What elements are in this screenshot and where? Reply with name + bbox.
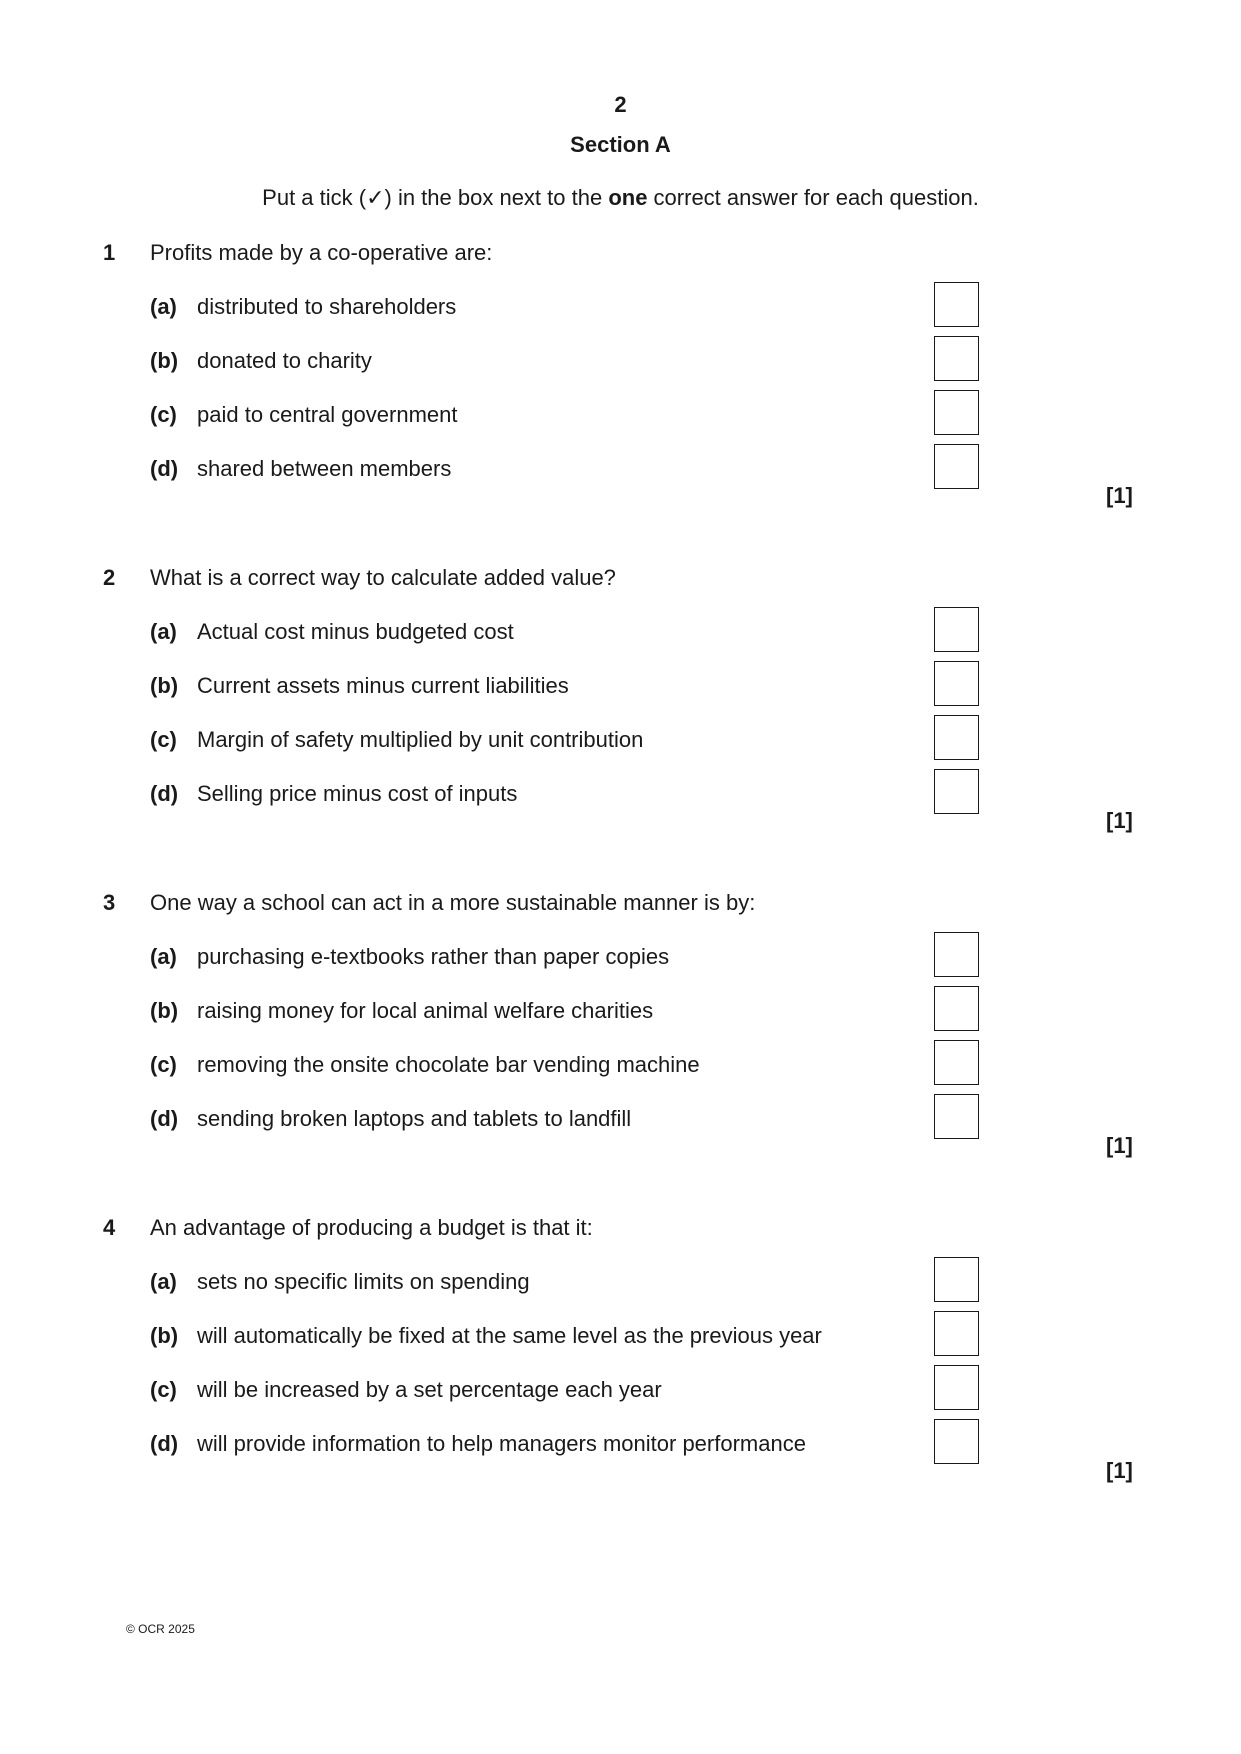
answer-checkbox[interactable] bbox=[934, 1094, 979, 1139]
answer-checkbox[interactable] bbox=[934, 607, 979, 652]
option-letter: (b) bbox=[150, 673, 179, 698]
answer-checkbox[interactable] bbox=[934, 932, 979, 977]
option-letter: (d) bbox=[150, 1106, 179, 1131]
question-stem: One way a school can act in a more sustainable manner is by: bbox=[150, 890, 756, 915]
option-d bbox=[0, 1431, 1241, 1479]
option-letter: (a) bbox=[150, 944, 177, 969]
option-text: purchasing e-textbooks rather than paper copies bbox=[197, 944, 670, 969]
question-number: 3 bbox=[103, 890, 116, 915]
option-a bbox=[0, 619, 1241, 667]
option-b bbox=[0, 673, 1241, 721]
option-text: paid to central government bbox=[197, 402, 458, 427]
marks-label: [1] bbox=[1106, 1458, 1133, 1483]
option-text: will provide information to help managers monitor performance bbox=[197, 1431, 806, 1456]
answer-checkbox[interactable] bbox=[934, 1040, 979, 1085]
option-text: raising money for local animal welfare charities bbox=[197, 998, 654, 1023]
option-letter: (c) bbox=[150, 402, 177, 427]
option-b bbox=[0, 1323, 1241, 1371]
copyright-notice: © OCR 2025 bbox=[126, 1622, 195, 1636]
option-letter: (b) bbox=[150, 348, 179, 373]
marks-label: [1] bbox=[1106, 483, 1133, 508]
option-a bbox=[0, 1269, 1241, 1317]
option-letter: (d) bbox=[150, 781, 179, 806]
answer-checkbox[interactable] bbox=[934, 444, 979, 489]
answer-checkbox[interactable] bbox=[934, 282, 979, 327]
page-number: 2 bbox=[614, 92, 627, 117]
section-title: Section A bbox=[570, 132, 671, 157]
option-text: distributed to shareholders bbox=[197, 294, 457, 319]
answer-checkbox[interactable] bbox=[934, 1257, 979, 1302]
option-letter: (d) bbox=[150, 1431, 179, 1456]
option-letter: (c) bbox=[150, 1052, 177, 1077]
answer-checkbox[interactable] bbox=[934, 769, 979, 814]
option-text: sets no specific limits on spending bbox=[197, 1269, 530, 1294]
option-text: will be increased by a set percentage each year bbox=[197, 1377, 662, 1402]
option-b bbox=[0, 998, 1241, 1046]
option-d bbox=[0, 456, 1241, 504]
option-text: Selling price minus cost of inputs bbox=[197, 781, 518, 806]
question-number: 4 bbox=[103, 1215, 116, 1240]
option-d bbox=[0, 1106, 1241, 1154]
option-c bbox=[0, 402, 1241, 450]
option-a bbox=[0, 294, 1241, 342]
option-letter: (b) bbox=[150, 1323, 179, 1348]
option-text: will automatically be fixed at the same level as the previous year bbox=[197, 1323, 822, 1348]
marks-label: [1] bbox=[1106, 808, 1133, 833]
instruction-emphasis: one bbox=[608, 185, 648, 210]
option-c bbox=[0, 1052, 1241, 1100]
option-text: Current assets minus current liabilities bbox=[197, 673, 569, 698]
question-stem: Profits made by a co-operative are: bbox=[150, 240, 493, 265]
answer-checkbox[interactable] bbox=[934, 336, 979, 381]
instruction-text: Put a tick (✓) in the box next to the bbox=[262, 185, 609, 210]
question-stem: An advantage of producing a budget is that it: bbox=[150, 1215, 593, 1240]
option-text: sending broken laptops and tablets to landfill bbox=[197, 1106, 632, 1131]
question-number: 2 bbox=[103, 565, 116, 590]
option-d bbox=[0, 781, 1241, 829]
option-text: Actual cost minus budgeted cost bbox=[197, 619, 514, 644]
option-letter: (c) bbox=[150, 1377, 177, 1402]
option-a bbox=[0, 944, 1241, 992]
option-text: Margin of safety multiplied by unit contribution bbox=[197, 727, 644, 752]
option-letter: (c) bbox=[150, 727, 177, 752]
option-text: removing the onsite chocolate bar vending machine bbox=[197, 1052, 700, 1077]
answer-checkbox[interactable] bbox=[934, 390, 979, 435]
option-text: shared between members bbox=[197, 456, 452, 481]
option-b bbox=[0, 348, 1241, 396]
answer-checkbox[interactable] bbox=[934, 1311, 979, 1356]
option-letter: (a) bbox=[150, 294, 177, 319]
answer-checkbox[interactable] bbox=[934, 986, 979, 1031]
answer-checkbox[interactable] bbox=[934, 661, 979, 706]
option-letter: (a) bbox=[150, 619, 177, 644]
marks-label: [1] bbox=[1106, 1133, 1133, 1158]
answer-checkbox[interactable] bbox=[934, 715, 979, 760]
option-c bbox=[0, 1377, 1241, 1425]
option-letter: (b) bbox=[150, 998, 179, 1023]
option-letter: (a) bbox=[150, 1269, 177, 1294]
option-text: donated to charity bbox=[197, 348, 372, 373]
answer-checkbox[interactable] bbox=[934, 1419, 979, 1464]
instruction bbox=[0, 185, 1241, 211]
question-number: 1 bbox=[103, 240, 116, 265]
option-c bbox=[0, 727, 1241, 775]
instruction-text-end: correct answer for each question. bbox=[647, 185, 979, 210]
answer-checkbox[interactable] bbox=[934, 1365, 979, 1410]
question-stem: What is a correct way to calculate added value? bbox=[150, 565, 616, 590]
option-letter: (d) bbox=[150, 456, 179, 481]
